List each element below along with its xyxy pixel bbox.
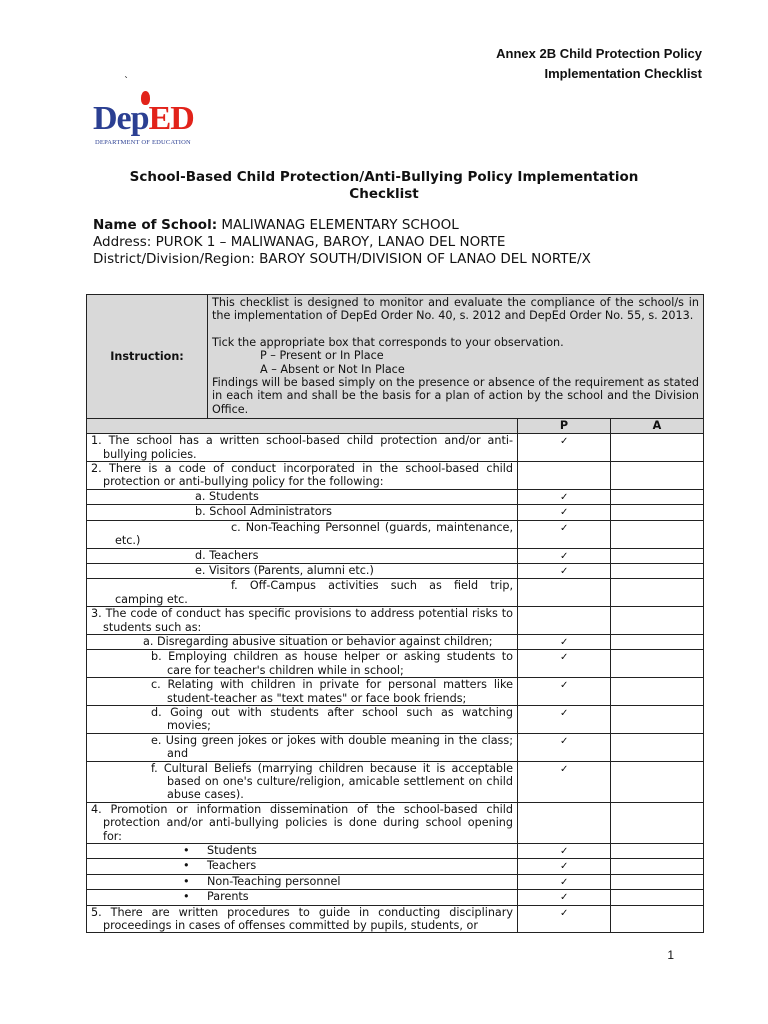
present-cell[interactable]: [518, 650, 611, 678]
absent-cell[interactable]: [611, 634, 704, 649]
annex-line-2: Implementation Checklist: [544, 66, 702, 81]
present-cell[interactable]: [518, 802, 611, 843]
check-icon: ✓: [560, 522, 569, 534]
check-icon: ✓: [560, 491, 569, 503]
checklist-item-text: 5. There are written procedures to guide in conducting disciplinary proceedings in cases of offenses committed by pupils, students, or: [91, 905, 513, 933]
school-name: MALIWANAG ELEMENTARY SCHOOL: [221, 217, 459, 233]
checklist-row: [87, 607, 704, 635]
bullet-icon: •: [183, 874, 190, 888]
present-cell[interactable]: [518, 579, 611, 607]
check-icon: ✓: [560, 436, 569, 448]
checklist-item-text: 4. Promotion or information dissemination of the school-based child protection and/or anti-bullying policies is done during school opening for:: [91, 802, 513, 843]
absent-cell[interactable]: [611, 607, 704, 635]
checklist-item-text: c. Relating with children in private for personal matters like student-teacher as "text mates" or face book friends;: [151, 678, 513, 705]
checklist-row: [87, 634, 704, 649]
checklist-row: [87, 563, 704, 578]
absent-cell[interactable]: [611, 733, 704, 761]
present-cell[interactable]: [518, 859, 611, 874]
present-cell[interactable]: [518, 607, 611, 635]
checklist-item-text: Students: [207, 844, 257, 858]
absent-cell[interactable]: [611, 434, 704, 462]
checklist-row: [87, 905, 704, 933]
checklist-item: [87, 579, 518, 607]
absent-cell[interactable]: [611, 890, 704, 905]
checklist-item: [87, 678, 518, 706]
check-icon: ✓: [560, 907, 569, 919]
checklist-item-text: Parents: [207, 890, 249, 904]
absent-cell[interactable]: [611, 579, 704, 607]
check-icon: ✓: [560, 707, 569, 719]
present-cell[interactable]: [518, 489, 611, 504]
check-icon: ✓: [560, 735, 569, 747]
logo-dep: Dep: [93, 100, 149, 137]
check-icon: ✓: [560, 763, 569, 775]
address-label: Address:: [93, 234, 152, 250]
column-header-a: A: [611, 419, 704, 434]
checklist-row: [87, 733, 704, 761]
annex-line-1: Annex 2B Child Protection Policy: [496, 46, 702, 61]
checklist-item: [87, 505, 518, 520]
present-cell[interactable]: [518, 844, 611, 859]
checklist-row: [87, 520, 704, 548]
district-label: District/Division/Region:: [93, 251, 255, 267]
check-icon: ✓: [560, 846, 569, 858]
checklist-item: [87, 634, 518, 649]
present-cell[interactable]: [518, 563, 611, 578]
absent-cell[interactable]: [611, 859, 704, 874]
checklist-row: [87, 844, 704, 859]
checklist-item-text: Non-Teaching personnel: [207, 874, 341, 888]
checklist-item: [87, 563, 518, 578]
checklist-row: [87, 705, 704, 733]
present-cell[interactable]: [518, 705, 611, 733]
absent-cell[interactable]: [611, 548, 704, 563]
checklist-item: [87, 905, 518, 933]
checklist-item: [87, 802, 518, 843]
checklist-row: [87, 489, 704, 504]
checklist-row: [87, 874, 704, 889]
bullet-icon: •: [183, 859, 190, 873]
check-icon: ✓: [560, 507, 569, 519]
checklist-item: [87, 548, 518, 563]
instruction-text: [208, 295, 704, 419]
checklist-item: [87, 761, 518, 802]
checklist-item-text: e. Using green jokes or jokes with double meaning in the class; and: [151, 733, 513, 761]
logo-ed: ED: [148, 100, 194, 137]
school-name-label: Name of School:: [93, 217, 218, 233]
checklist-item-text: f. Cultural Beliefs (marrying children because it is acceptable based on one's culture/religion, amicable settlement on child abuse cases).: [151, 761, 513, 802]
checklist-row: [87, 579, 704, 607]
checklist-row: [87, 802, 704, 843]
logo-subtitle: DEPARTMENT OF EDUCATION: [95, 139, 191, 146]
checklist-item-text: 2. There is a code of conduct incorporated in the school-based child protection or anti-bullying policy for the following:: [91, 462, 513, 489]
checklist-item-text: b. Employing children as house helper or asking students to care for teacher's children while in school;: [151, 650, 513, 677]
instruction-row: [87, 295, 704, 419]
checklist-table: [86, 294, 704, 933]
present-cell[interactable]: [518, 905, 611, 933]
address: PUROK 1 – MALIWANAG, BAROY, LANAO DEL NORTE: [155, 234, 506, 250]
checklist-item-text: e. Visitors (Parents, alumni etc.): [195, 563, 374, 577]
present-cell[interactable]: [518, 434, 611, 462]
checklist-item: [87, 489, 518, 504]
checklist-item-text: f. Off-Campus activities such as field trip, camping etc.: [115, 579, 513, 606]
absent-cell[interactable]: [611, 462, 704, 490]
instruction-label: Instruction:: [87, 295, 208, 419]
absent-cell[interactable]: [611, 520, 704, 548]
checklist-item-text: 3. The code of conduct has specific provisions to address potential risks to students such as:: [91, 607, 513, 634]
checklist-item: [87, 859, 518, 874]
checklist-item-text: c. Non-Teaching Personnel (guards, maintenance, etc.): [115, 520, 513, 548]
absent-cell[interactable]: [611, 761, 704, 802]
present-cell[interactable]: [518, 874, 611, 889]
present-cell[interactable]: [518, 505, 611, 520]
checklist-item: [87, 607, 518, 635]
column-header-p: P: [518, 419, 611, 434]
absent-cell[interactable]: [611, 802, 704, 843]
stray-mark: `: [124, 76, 129, 87]
check-icon: ✓: [560, 550, 569, 562]
instruction-para-3: Findings will be based simply on the presence or absence of the requirement as stated in each item and shall be the basis for a plan of action by the school and the Division Office.: [212, 376, 699, 416]
absent-cell[interactable]: [611, 844, 704, 859]
absent-cell[interactable]: [611, 505, 704, 520]
district: BAROY SOUTH/DIVISION OF LANAO DEL NORTE/X: [259, 251, 591, 267]
checklist-item-text: 1. The school has a written school-based child protection and/or anti-bullying policies.: [91, 434, 513, 461]
instruction-para-1: This checklist is designed to monitor and evaluate the compliance of the school/s in the implementation of DepEd Order No. 40, s. 2012 and DepEd Order No. 55, s. 2013.: [212, 296, 699, 323]
check-icon: ✓: [560, 565, 569, 577]
checklist-row: [87, 434, 704, 462]
present-cell[interactable]: [518, 761, 611, 802]
deped-logo: [93, 95, 208, 153]
checklist-item-text: d. Teachers: [195, 548, 259, 562]
checklist-row: [87, 859, 704, 874]
school-info: [93, 217, 591, 268]
checklist-item: [87, 434, 518, 462]
check-icon: ✓: [560, 876, 569, 888]
absent-cell[interactable]: [611, 874, 704, 889]
checklist-row: [87, 761, 704, 802]
checklist-item: [87, 844, 518, 859]
checklist-item-text: d. Going out with students after school such as watching movies;: [151, 705, 513, 733]
present-cell[interactable]: [518, 462, 611, 490]
check-icon: ✓: [560, 636, 569, 648]
present-cell[interactable]: [518, 890, 611, 905]
present-cell[interactable]: [518, 634, 611, 649]
checklist-row: [87, 890, 704, 905]
page-number: 1: [667, 948, 674, 962]
checklist-item: [87, 462, 518, 490]
item-column-header: [87, 419, 518, 434]
checklist-row: [87, 505, 704, 520]
checklist-item-text: b. School Administrators: [195, 505, 333, 519]
checklist-item: [87, 520, 518, 548]
checklist-row: [87, 650, 704, 678]
checklist-item-text: a. Students: [195, 489, 259, 503]
absent-cell[interactable]: [611, 563, 704, 578]
checklist-item: [87, 890, 518, 905]
checklist-row: [87, 548, 704, 563]
checklist-row: [87, 678, 704, 706]
bullet-icon: •: [183, 844, 190, 858]
check-icon: ✓: [560, 652, 569, 664]
column-header-row: [87, 419, 704, 434]
annex-header: [496, 44, 702, 84]
bullet-icon: •: [183, 890, 190, 904]
checklist-item-text: a. Disregarding abusive situation or behavior against children;: [143, 634, 493, 648]
absent-cell[interactable]: [611, 678, 704, 706]
present-cell[interactable]: [518, 548, 611, 563]
present-cell[interactable]: [518, 520, 611, 548]
check-icon: ✓: [560, 861, 569, 873]
absent-cell[interactable]: [611, 489, 704, 504]
checklist-item: [87, 650, 518, 678]
document-title: School-Based Child Protection/Anti-Bullying Policy Implementation Checklist: [129, 169, 639, 202]
checklist-item-text: Teachers: [207, 859, 257, 873]
check-icon: ✓: [560, 892, 569, 904]
checklist-item: [87, 874, 518, 889]
present-cell[interactable]: [518, 678, 611, 706]
instruction-para-2: Tick the appropriate box that corresponds to your observation.: [212, 335, 564, 349]
checklist-item: [87, 705, 518, 733]
legend-absent: A – Absent or Not In Place: [260, 362, 405, 376]
absent-cell[interactable]: [611, 905, 704, 933]
check-icon: ✓: [560, 680, 569, 692]
legend-present: P – Present or In Place: [260, 349, 384, 363]
checklist-row: [87, 462, 704, 490]
present-cell[interactable]: [518, 733, 611, 761]
checklist-item: [87, 733, 518, 761]
absent-cell[interactable]: [611, 705, 704, 733]
absent-cell[interactable]: [611, 650, 704, 678]
